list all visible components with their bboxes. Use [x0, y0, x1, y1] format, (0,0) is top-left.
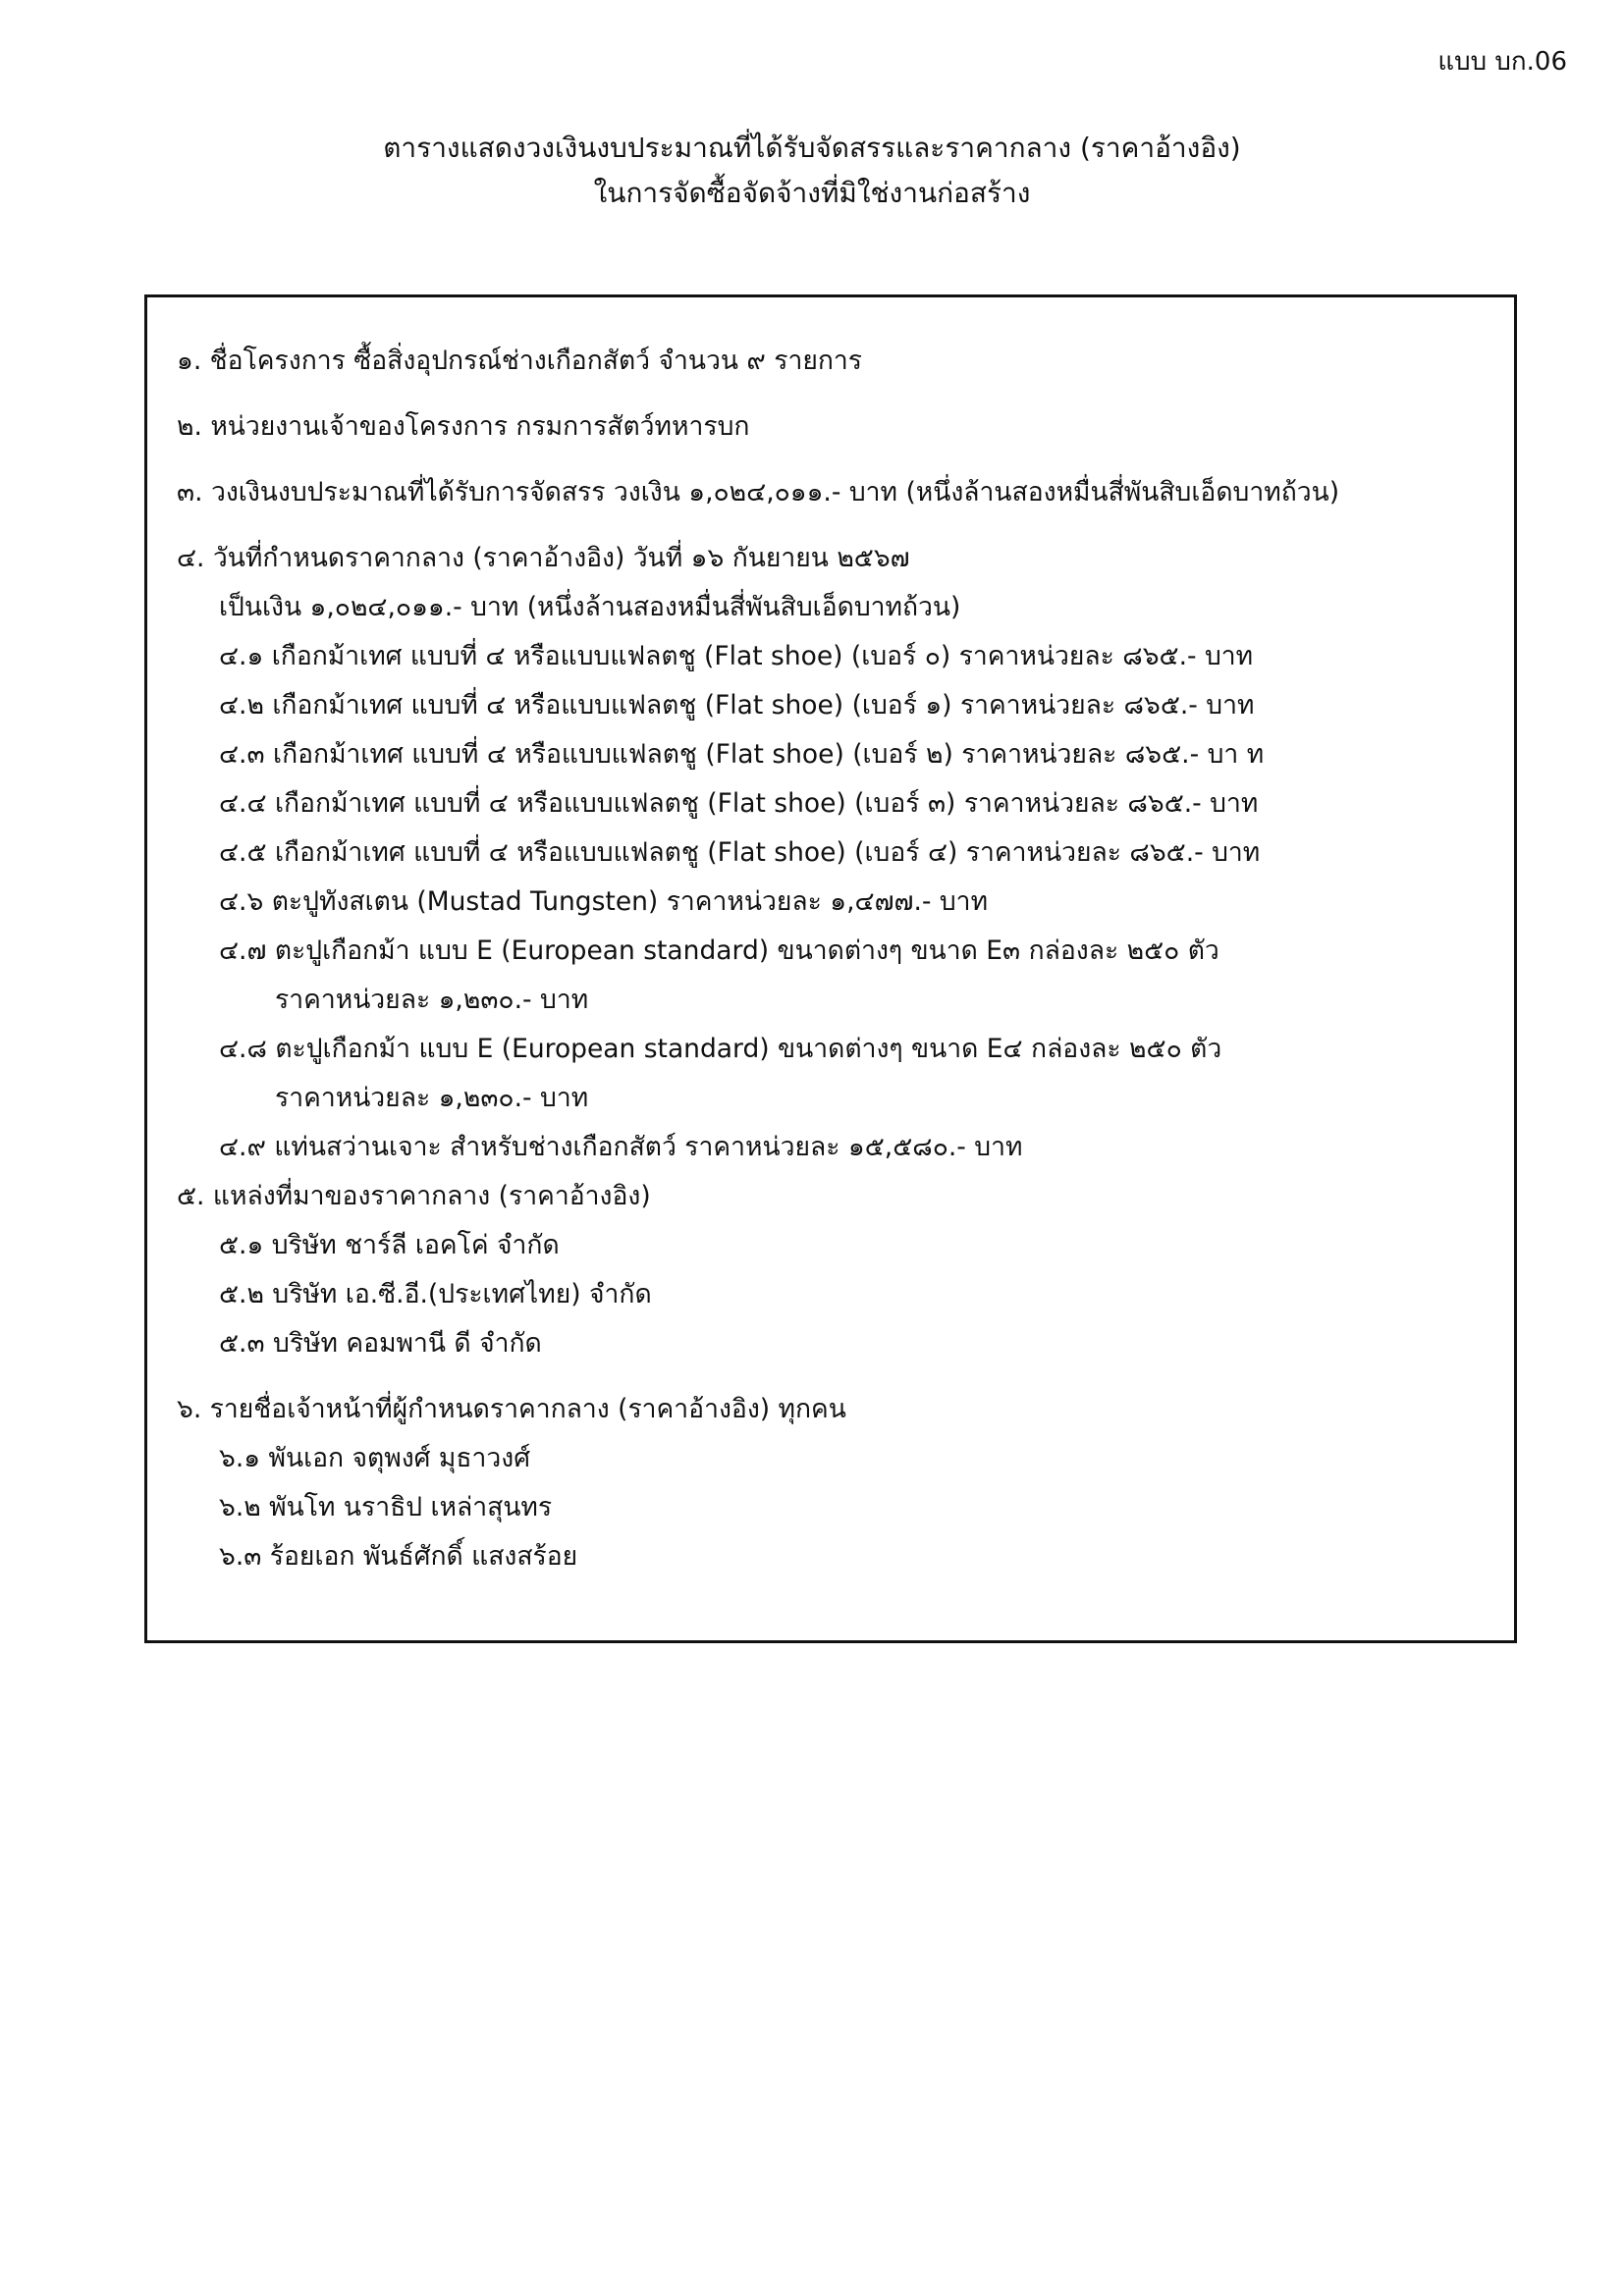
- section-4-item: ๔.๒ เกือกม้าเทศ แบบที่ ๔ หรือแบบแฟลตชู (Flat shoe) (เบอร์ ๑) ราคาหน่วยละ ๘๖๕.- บาท: [219, 690, 1255, 721]
- section-6-official: ๖.๓ ร้อยเอก พันธ์ศักดิ์ แสงสร้อย: [219, 1541, 578, 1572]
- section-4-item: ๔.๑ เกือกม้าเทศ แบบที่ ๔ หรือแบบแฟลตชู (Flat shoe) (เบอร์ ๐) ราคาหน่วยละ ๘๖๕.- บาท: [219, 641, 1254, 671]
- section-4-amount: เป็นเงิน ๑,๐๒๔,๐๑๑.- บาท (หนึ่งล้านสองหมื่นสี่พันสิบเอ็ดบาทถ้วน): [219, 592, 961, 622]
- section-5-source: ๕.๑ บริษัท ชาร์ลี เอคโค่ จำกัด: [219, 1230, 560, 1260]
- section-4-item-8: ๔.๘ ตะปูเกือกม้า แบบ E (European standard) ขนาดต่างๆ ขนาด E๔ กล่องละ ๒๕๐ ตัว: [219, 1034, 1222, 1064]
- content-body: [177, 337, 1494, 1581]
- document-title: [0, 126, 1624, 216]
- section-4-heading: ๔. วันที่กำหนดราคากลาง (ราคาอ้างอิง) วันที่ ๑๖ กันยายน ๒๕๖๗: [177, 543, 910, 573]
- section-1-project-name: ๑. ชื่อโครงการ ซื้อสิ่งอุปกรณ์ช่างเกือกสัตว์ จำนวน ๙ รายการ: [177, 346, 863, 376]
- form-code: แบบ บก.06: [1437, 47, 1567, 77]
- title-line-1: ตารางแสดงวงเงินงบประมาณที่ได้รับจัดสรรและราคากลาง (ราคาอ้างอิง): [383, 132, 1241, 164]
- section-6-official: ๖.๑ พันเอก จตุพงศ์ มุธาวงศ์: [219, 1443, 531, 1473]
- section-3-budget: ๓. วงเงินงบประมาณที่ได้รับการจัดสรร วงเงิน ๑,๐๒๔,๐๑๑.- บาท (หนึ่งล้านสองหมื่นสี่พันสิบเอ็ดบาทถ้วน): [177, 477, 1340, 507]
- section-6-heading: ๖. รายชื่อเจ้าหน้าที่ผู้กำหนดราคากลาง (ราคาอ้างอิง) ทุกคน: [177, 1394, 846, 1424]
- section-5-heading: ๕. แหล่งที่มาของราคากลาง (ราคาอ้างอิง): [177, 1181, 651, 1211]
- section-4-item-9: ๔.๙ แท่นสว่านเจาะ สำหรับช่างเกือกสัตว์ ราคาหน่วยละ ๑๕,๕๘๐.- บาท: [219, 1132, 1023, 1162]
- section-5-source: ๕.๓ บริษัท คอมพานี ดี จำกัด: [219, 1328, 542, 1359]
- section-5-source: ๕.๒ บริษัท เอ.ซี.อี.(ประเทศไทย) จำกัด: [219, 1279, 652, 1309]
- section-2-agency: ๒. หน่วยงานเจ้าของโครงการ กรมการสัตว์ทหารบก: [177, 411, 750, 442]
- title-line-2: ในการจัดซื้อจัดจ้างที่มิใช่งานก่อสร้าง: [593, 177, 1031, 209]
- section-4-item: ๔.๔ เกือกม้าเทศ แบบที่ ๔ หรือแบบแฟลตชู (Flat shoe) (เบอร์ ๓) ราคาหน่วยละ ๘๖๕.- บาท: [219, 788, 1259, 819]
- section-4-item-7: ๔.๗ ตะปูเกือกม้า แบบ E (European standard) ขนาดต่างๆ ขนาด E๓ กล่องละ ๒๕๐ ตัว: [219, 935, 1219, 966]
- section-6-official: ๖.๒ พันโท นราธิป เหล่าสุนทร: [219, 1492, 553, 1522]
- content-box: [144, 294, 1517, 1643]
- section-4-item-7-price: ราคาหน่วยละ ๑,๒๓๐.- บาท: [275, 985, 589, 1015]
- section-4-item: ๔.๓ เกือกม้าเทศ แบบที่ ๔ หรือแบบแฟลตชู (Flat shoe) (เบอร์ ๒) ราคาหน่วยละ ๘๖๕.- บา ท: [219, 739, 1265, 770]
- section-4-item: ๔.๕ เกือกม้าเทศ แบบที่ ๔ หรือแบบแฟลตชู (Flat shoe) (เบอร์ ๔) ราคาหน่วยละ ๘๖๕.- บาท: [219, 837, 1261, 868]
- section-4-item-8-price: ราคาหน่วยละ ๑,๒๓๐.- บาท: [275, 1083, 589, 1113]
- section-4-item: ๔.๖ ตะปูทังสเตน (Mustad Tungsten) ราคาหน่วยละ ๑,๔๗๗.- บาท: [219, 886, 989, 917]
